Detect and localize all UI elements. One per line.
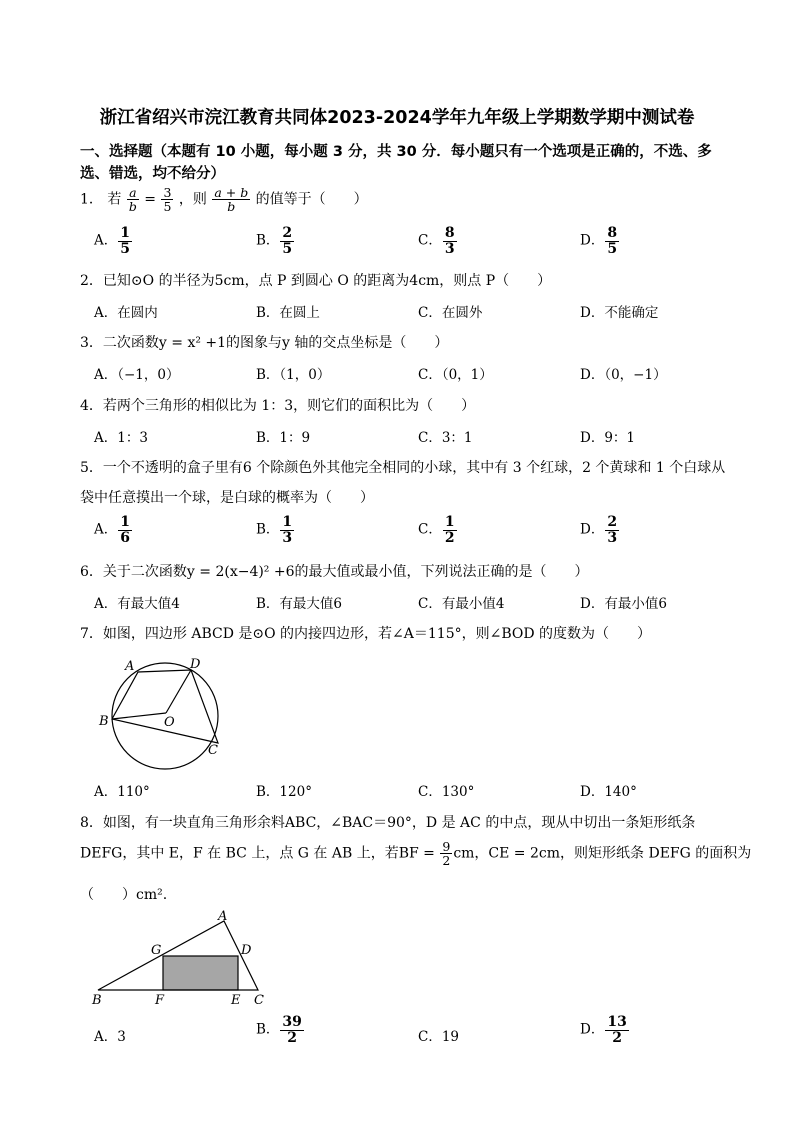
q1-option-c[interactable]: C． $\frac{8}{3}$ [418, 225, 455, 257]
q1-option-d[interactable]: D． $\frac{8}{5}$ [580, 225, 618, 257]
q7-option-c[interactable]: C．130° [418, 784, 475, 800]
question-4: 4．若两个三角形的相似比为 1：3，则它们的面积比为（ ） [80, 398, 476, 414]
question-8-line3: （ ）cm². [80, 887, 168, 903]
q1-option-b[interactable]: B． $\frac{2}{5}$ [256, 225, 293, 257]
question-3: 3．二次函数y = x² +1的图象与y 轴的交点坐标是（ ） [80, 335, 449, 351]
q7-label-b: B [99, 714, 109, 729]
question-8-line1: 8．如图，有一块直角三角形余料ABC，∠BAC＝90°，D 是 AC 的中点，现从中切出一条矩形纸条 [80, 815, 696, 831]
question-2: 2．已知⊙O 的半径为5cm，点 P 到圆心 O 的距离为4cm，则点 P（ ） [80, 273, 552, 289]
question-5-line1: 5．一个不透明的盒子里有6 个除颜色外其他完全相同的小球，其中有 3 个红球，2 个黄球和 1 个白球从 [80, 460, 726, 476]
q2-option-d[interactable]: D．不能确定 [580, 305, 659, 321]
question-5-line2: 袋中任意摸出一个球，是白球的概率为（ ） [80, 490, 374, 506]
q2-option-b[interactable]: B．在圆上 [256, 305, 320, 321]
q4-option-a[interactable]: A．1：3 [94, 430, 148, 446]
q1-fraction-expression: $\frac{a + b}{b}$ [214, 185, 249, 215]
q8-label-d: D [241, 943, 252, 958]
q7-label-o: O [164, 715, 175, 730]
q8-fraction-bf: $\frac{9}{2}$ [442, 839, 451, 869]
q4-option-c[interactable]: C．3：1 [418, 430, 473, 446]
q5-option-c[interactable]: C． $\frac{1}{2}$ [418, 514, 455, 546]
q6-option-b[interactable]: B．有最大值6 [256, 596, 343, 612]
q7-segment-bo [112, 713, 166, 719]
q8-label-c: C [254, 993, 264, 1008]
q6-option-d[interactable]: D．有最小值6 [580, 596, 667, 612]
q8-label-g: G [151, 943, 162, 958]
q2-option-c[interactable]: C．在圆外 [418, 305, 483, 321]
q8-option-d[interactable]: D． $\frac{13}{2}$ [580, 1014, 627, 1046]
page-title: 浙江省绍兴市浣江教育共同体2023-2024学年九年级上学期数学期中测试卷 [99, 108, 695, 128]
q3-option-d[interactable]: D．（0，−1） [580, 367, 667, 383]
q5-option-a[interactable]: A． $\frac{1}{6}$ [94, 514, 130, 546]
q3-option-b[interactable]: B．（1，0） [256, 367, 331, 383]
q6-option-c[interactable]: C．有最小值4 [418, 596, 505, 612]
q1-number: 1． [80, 191, 103, 208]
question-6: 6．关于二次函数y = 2(x−4)² +6的最大值或最小值，下列说法正确的是（ ） [80, 564, 589, 580]
q8-rectangle-defg [163, 956, 238, 990]
q7-segment-od [166, 670, 191, 713]
q6-option-a[interactable]: A．有最大值4 [94, 596, 180, 612]
q8-label-a: A [218, 909, 228, 924]
q1-fraction-3-5: $\frac{3}{5}$ [163, 185, 172, 215]
q8-label-b: B [92, 993, 102, 1008]
q8-option-b[interactable]: B． $\frac{39}{2}$ [256, 1014, 302, 1046]
question-1 [80, 186, 368, 213]
question-8-line2: DEFG，其中 E，F 在 BC 上，点 G 在 AB 上，若BF = $\frac{9}{2}$ cm，CE = 2cm，则矩形纸条 DEFG 的面积为 [80, 839, 752, 869]
q7-option-d[interactable]: D．140° [580, 784, 637, 800]
q1-fraction-a-b: $\frac{a}{b}$ [128, 185, 137, 215]
question-7: 7．如图，四边形 ABCD 是⊙O 的内接四边形，若∠A＝115°，则∠BOD 的度数为（ ） [80, 626, 652, 642]
q5-option-d[interactable]: D． $\frac{2}{3}$ [580, 514, 618, 546]
q7-option-a[interactable]: A．110° [94, 784, 150, 800]
q7-circle-diagram [90, 650, 250, 775]
section-heading-line1: 一、选择题（本题有 10 小题，每小题 3 分，共 30 分．每小题只有一个选项是正确的，不选、多 [80, 144, 712, 160]
q7-quadrilateral [112, 670, 218, 743]
q1-mid: ，则 [178, 191, 207, 208]
q1-pre: 若 [107, 191, 122, 208]
section-heading-line2: 选、错选，均不给分） [80, 166, 225, 182]
q7-label-a: A [125, 659, 135, 674]
q7-label-d: D [190, 657, 201, 672]
q8-label-f: F [155, 993, 165, 1008]
q7-option-b[interactable]: B．120° [256, 784, 312, 800]
q4-option-b[interactable]: B．1：9 [256, 430, 311, 446]
q8-label-e: E [231, 993, 241, 1008]
q1-eq: = [144, 191, 161, 208]
q1-post: 的值等于（ ） [255, 191, 368, 208]
q2-option-a[interactable]: A．在圆内 [94, 305, 158, 321]
q8-triangle-diagram [88, 905, 278, 1010]
q7-label-c: C [208, 743, 218, 758]
q8-option-a[interactable]: A．3 [94, 1029, 126, 1045]
q5-option-b[interactable]: B． $\frac{1}{3}$ [256, 514, 293, 546]
q1-option-a[interactable]: A． $\frac{1}{5}$ [94, 225, 130, 257]
q3-option-a[interactable]: A．（−1，0） [94, 367, 180, 383]
q3-option-c[interactable]: C．（0，1） [418, 367, 493, 383]
q4-option-d[interactable]: D．9：1 [580, 430, 636, 446]
q8-option-c[interactable]: C．19 [418, 1029, 460, 1045]
